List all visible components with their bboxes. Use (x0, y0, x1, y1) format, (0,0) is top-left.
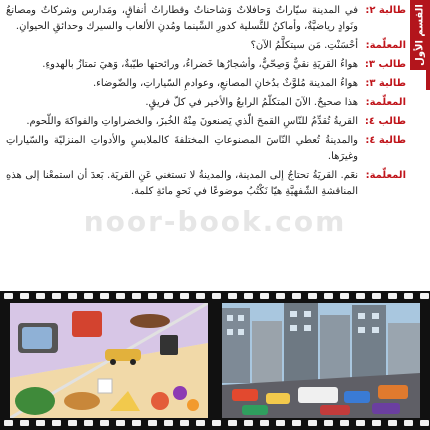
speaker-label: المعلّمة: (365, 97, 406, 108)
film-perforation (244, 420, 253, 426)
film-perforation (4, 293, 13, 299)
film-perforation (404, 420, 413, 426)
dialogue-text: القريةُ تُقدِّمُ للنّاسِ القمحَ الّذي يَصنعونَ مِنْهُ الخُبزَ، والخضراواتِ والفواكهَ واللّحوم. (26, 116, 358, 127)
film-perforation (20, 420, 29, 426)
film-perforation (324, 293, 333, 299)
speaker-label: طالب ٤: (364, 116, 406, 127)
film-perforation (372, 420, 381, 426)
film-perforation (180, 420, 189, 426)
dialogue-text: أحْسَنْتِ. مَن سيتكلَّمُ الآن؟ (250, 40, 358, 51)
film-perforation (164, 420, 173, 426)
film-strip (0, 291, 430, 430)
dialogue (6, 3, 406, 203)
film-perforation (132, 293, 141, 299)
film-perforation (52, 293, 61, 299)
film-perforation (388, 293, 397, 299)
film-perforation (404, 293, 413, 299)
film-perforation (308, 420, 317, 426)
film-perforation (276, 420, 285, 426)
film-perforation (52, 420, 61, 426)
film-perforation (356, 420, 365, 426)
film-perforation (212, 293, 221, 299)
film-perforation (148, 293, 157, 299)
film-perforation (116, 293, 125, 299)
film-perforation (324, 420, 333, 426)
film-perforations-top (0, 293, 430, 301)
film-perforation (420, 293, 429, 299)
dialogue-line (6, 3, 406, 35)
speaker-label: طالبة ٤: (365, 135, 406, 146)
speaker-label: المعلّمة: (365, 170, 406, 181)
film-perforation (4, 420, 13, 426)
dialogue-line (6, 95, 406, 111)
film-perforation (244, 293, 253, 299)
film-perforation (212, 420, 221, 426)
film-perforation (308, 293, 317, 299)
film-perforation (196, 420, 205, 426)
film-perforation (196, 293, 205, 299)
dialogue-line (6, 38, 406, 54)
section-tab (410, 0, 430, 70)
speaker-label: المعلّمة: (365, 40, 406, 51)
watermark: noor-book.com (83, 205, 347, 238)
speaker-label: طالبة ٣: (365, 78, 406, 89)
film-perforation (228, 293, 237, 299)
film-perforation (228, 420, 237, 426)
village-products-drawing (10, 303, 208, 418)
dialogue-text: هواءُ المدينة مُلوَّثٌ بدُخانِ المصانعِ، وعوادمِ السّياراتِ، والضّوضاء. (92, 78, 358, 89)
dialogue-text: والمدينةُ تُعطي النّاسَ المصنوعاتِ المختلفةَ كالملابسِ والأدواتِ المنزليّة والسّياراتِ وغيرَها. (6, 135, 358, 162)
section-tab-label: القسم الأول (414, 4, 426, 66)
film-perforation (292, 420, 301, 426)
dialogue-line (6, 133, 406, 165)
city-traffic-drawing (222, 303, 420, 418)
section-tab-stripe (426, 70, 430, 90)
speaker-label: طالبة ٢: (365, 5, 406, 16)
film-perforation (36, 420, 45, 426)
film-perforation (420, 420, 429, 426)
dialogue-line (6, 114, 406, 130)
dialogue-text: في المدينة سيّاراتٌ وَحافلاتٌ وَشاحناتٌ وقطاراتُ أنفاقٍ، ومَدارس وشركاتٌ ومصانعُ ونَوادٍ رياضيَّةٌ، وأماكنُ للتَّسلية كدورِ السِّينما ومُدنِ الألعاب والسيرك وحدائقِ الحيوانِ. (6, 5, 358, 32)
film-perforation (148, 420, 157, 426)
village-illustration (10, 303, 208, 418)
film-perforation (84, 420, 93, 426)
film-perforation (164, 293, 173, 299)
speaker-label: طالب ٣: (364, 59, 406, 70)
film-perforation (100, 293, 109, 299)
dialogue-text: هواءُ القريَةِ نقيٌّ وَصِحّيٌّ، وأشجارُها خَضراءُ، ورائحتها طيّبةٌ، وَهيَ تمتازُ بالهدوءِ. (42, 59, 358, 70)
film-perforation (180, 293, 189, 299)
film-perforation (340, 293, 349, 299)
film-perforation (340, 420, 349, 426)
film-perforation (116, 420, 125, 426)
film-perforation (372, 293, 381, 299)
film-perforation (260, 420, 269, 426)
film-perforation (36, 293, 45, 299)
film-perforation (388, 420, 397, 426)
film-perforation (84, 293, 93, 299)
film-perforation (20, 293, 29, 299)
film-perforation (276, 293, 285, 299)
dialogue-text: نعَم. القريَةُ تحتاجُ إلى المدينة، والمدينةُ لا تستغني عَنِ القريَة. بَعدَ أن استمعْنا إلى هذهِ المناقشةِ الشّفهيَّةِ هيّا نَكْتُبُ موضوعًا في نَحوِ مائةِ كلمة. (6, 170, 358, 197)
film-perforation (260, 293, 269, 299)
dialogue-line (6, 168, 406, 200)
film-perforations-bottom (0, 420, 430, 428)
film-perforation (68, 420, 77, 426)
dialogue-line (6, 57, 406, 73)
film-perforation (356, 293, 365, 299)
film-perforation (292, 293, 301, 299)
dialogue-text: هذا صحيحٌ. الآنَ المتكلّمُ الرابعُ والأخير في كلّ فريقٍ. (145, 97, 358, 108)
film-perforation (132, 420, 141, 426)
dialogue-line (6, 76, 406, 92)
film-perforation (100, 420, 109, 426)
city-illustration (222, 303, 420, 418)
film-perforation (68, 293, 77, 299)
